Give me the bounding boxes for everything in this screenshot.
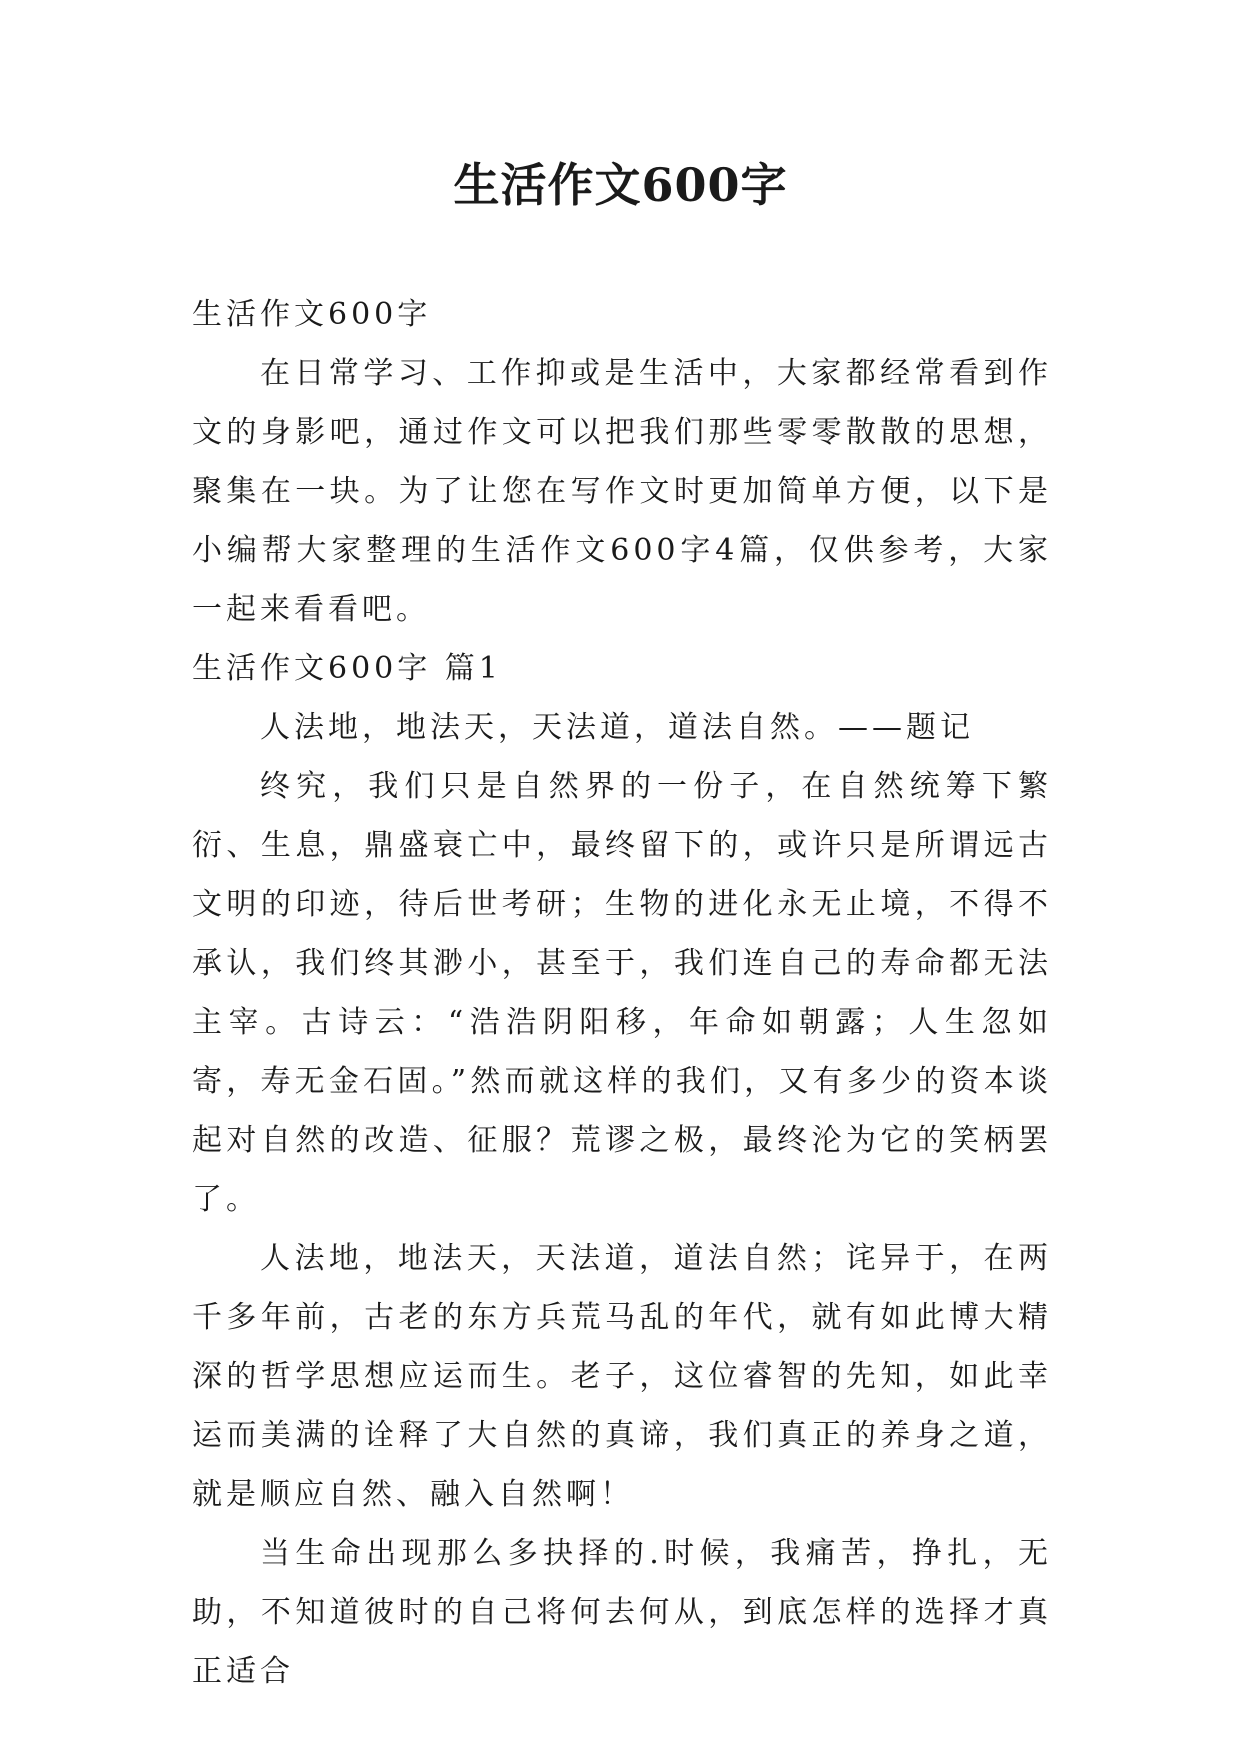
- paragraph-body-1: 终究，我们只是自然界的一份子，在自然统筹下繁衍、生息，鼎盛衰亡中，最终留下的，或许只是所谓远古文明的印迹，待后世考研；生物的进化永无止境，不得不承认，我们终其渺小，甚至于，我们连自己的寿命都无法主宰。古诗云：“浩浩阴阳移，年命如朝露；人生忽如寄，寿无金石固。”然而就这样的我们，又有多少的资本谈起对自然的改造、征服？荒谬之极，最终沦为它的笑柄罢了。: [192, 769, 1052, 1217]
- document-body: [192, 285, 1052, 1701]
- paragraph-subtitle: 生活作文600字: [192, 297, 432, 332]
- paragraph-section-heading: 生活作文600字 篇1: [192, 651, 502, 686]
- paragraph-body-3: 当生命出现那么多抉择的.时候，我痛苦，挣扎，无助，不知道彼时的自己将何去何从，到底怎样的选择才真正适合: [192, 1536, 1052, 1689]
- paragraph-body-2: 人法地，地法天，天法道，道法自然；诧异于，在两千多年前，古老的东方兵荒马乱的年代，就有如此博大精深的哲学思想应运而生。老子，这位睿智的先知，如此幸运而美满的诠释了大自然的真谛，我们真正的养身之道，就是顺应自然、融入自然啊！: [192, 1241, 1052, 1512]
- paragraph-epigraph: 人法地，地法天，天法道，道法自然。——题记: [260, 710, 974, 745]
- paragraph-intro: 在日常学习、工作抑或是生活中，大家都经常看到作文的身影吧，通过作文可以把我们那些零零散散的思想，聚集在一块。为了让您在写作文时更加简单方便，以下是小编帮大家整理的生活作文600字4篇，仅供参考，大家一起来看看吧。: [192, 356, 1052, 627]
- page-title: 生活作文600字: [453, 158, 788, 212]
